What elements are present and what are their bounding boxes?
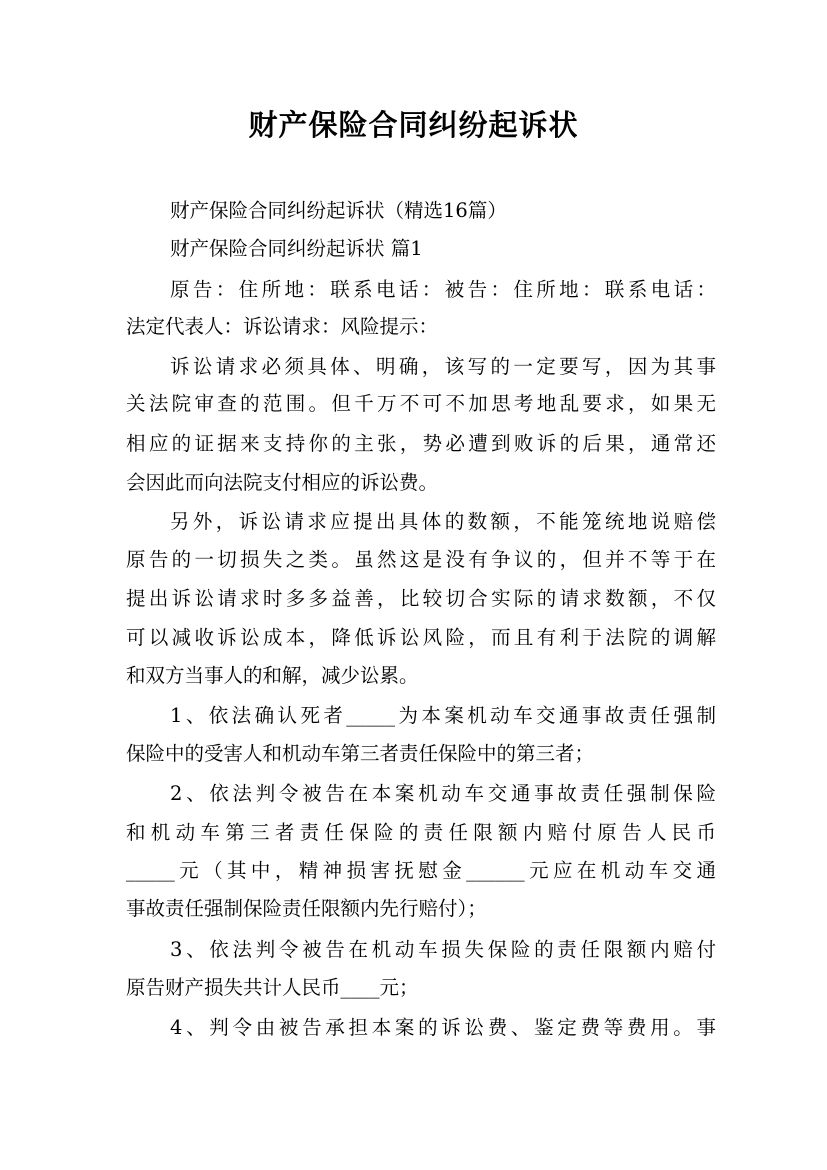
paragraph-line: 保险中的受害人和机动车第三者责任保险中的第三者；: [126, 742, 595, 765]
claim-item: 2、依法判令被告在本案机动车交通事故责任强制保险: [170, 782, 716, 805]
paragraph-line: 关法院审查的范围。但千万不可不加思考地乱要求，如果无: [126, 392, 716, 415]
paragraph-line: 相应的证据来支持你的主张，势必遭到败诉的后果，通常还: [126, 432, 716, 455]
subtitle-line: 财产保险合同纠纷起诉状（精选16篇）: [170, 199, 507, 222]
paragraph-line: 原告：住所地：联系电话：被告：住所地：联系电话：: [170, 278, 716, 301]
section-heading: 财产保险合同纠纷起诉状 篇1: [170, 237, 423, 260]
paragraph-line: 可以减收诉讼成本，降低诉讼风险，而且有利于法院的调解: [126, 626, 716, 649]
paragraph-line: 诉讼请求必须具体、明确，该写的一定要写，因为其事: [170, 355, 716, 378]
claim-item: 4、判令由被告承担本案的诉讼费、鉴定费等费用。事: [170, 1016, 716, 1039]
paragraph-line: 事故责任强制保险责任限额内先行赔付）；: [126, 897, 487, 920]
paragraph-line: 原告财产损失共计人民币____元；: [126, 976, 419, 999]
paragraph-line: 会因此而向法院支付相应的诉讼费。: [126, 471, 439, 494]
claim-item: 3、依法判令被告在机动车损失保险的责任限额内赔付: [170, 938, 716, 961]
claim-item: 1、依法确认死者_____为本案机动车交通事故责任强制: [170, 704, 716, 727]
paragraph-line: 和双方当事人的和解，减少讼累。: [126, 664, 419, 687]
document-title: 财产保险合同纠纷起诉状: [248, 108, 579, 142]
paragraph-line: _____元（其中，精神损害抚慰金______元应在机动车交通: [126, 859, 716, 882]
paragraph-line: 提出诉讼请求时多多益善，比较切合实际的请求数额，不仅: [126, 587, 716, 610]
paragraph-line: 另外，诉讼请求应提出具体的数额，不能笼统地说赔偿: [170, 510, 716, 533]
paragraph-line: 和机动车第三者责任保险的责任限额内赔付原告人民币: [126, 821, 716, 844]
paragraph-line: 法定代表人：诉讼请求：风险提示：: [126, 315, 439, 338]
paragraph-line: 原告的一切损失之类。虽然这是没有争议的，但并不等于在: [126, 548, 716, 571]
